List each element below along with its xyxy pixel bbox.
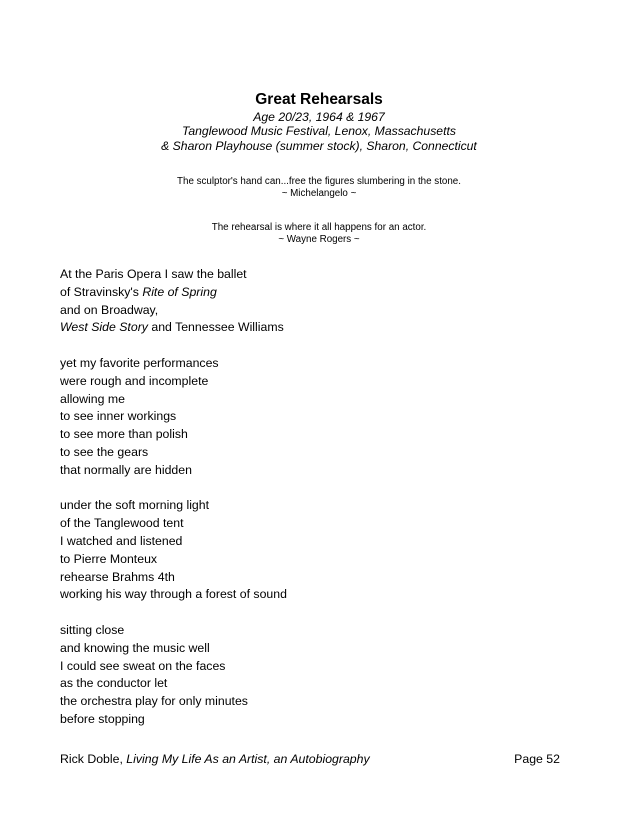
stanza-break bbox=[60, 604, 287, 622]
poem-text: and Tennessee Williams bbox=[147, 320, 284, 335]
poem-line: At the Paris Opera I saw the ballet bbox=[60, 267, 247, 281]
poem-line: to Pierre Monteux bbox=[60, 551, 158, 566]
poem-line: yet my favorite performances bbox=[60, 355, 219, 370]
footer-author: Rick Doble, bbox=[60, 752, 127, 766]
poem-line: that normally are hidden bbox=[60, 462, 192, 477]
stanza-break bbox=[60, 480, 287, 498]
poem-line: sitting close bbox=[60, 622, 125, 637]
poem-body bbox=[60, 266, 287, 729]
poem-line: under the soft morning light bbox=[60, 498, 210, 513]
epigraph-attribution-2: ~ Wayne Rogers ~ bbox=[278, 234, 360, 245]
footer-book-title: Living My Life As an Artist, an Autobiography bbox=[126, 752, 370, 766]
poem-line: to see more than polish bbox=[60, 427, 188, 442]
poem-line bbox=[60, 284, 287, 302]
poem-line: and on Broadway, bbox=[60, 302, 159, 317]
subtitle-age: Age 20/23, 1964 & 1967 bbox=[253, 110, 385, 124]
poem-line: working his way through a forest of sound bbox=[60, 587, 287, 602]
work-title-west-side-story: West Side Story bbox=[60, 320, 148, 335]
epigraph-attribution-1: ~ Michelangelo ~ bbox=[281, 188, 357, 199]
poem-line: to see the gears bbox=[60, 444, 149, 459]
poem-line bbox=[60, 319, 287, 337]
poem-line: as the conductor let bbox=[60, 676, 168, 691]
epigraph-quote-1: The sculptor's hand can...free the figures slumbering in the stone. bbox=[177, 176, 461, 187]
poem-line: were rough and incomplete bbox=[60, 373, 209, 388]
subtitle-sharon: & Sharon Playhouse (summer stock), Sharon, Connecticut bbox=[161, 139, 477, 153]
poem-line: rehearse Brahms 4th bbox=[60, 569, 175, 584]
footer-citation bbox=[60, 752, 370, 766]
epigraph-quote-2: The rehearsal is where it all happens for an actor. bbox=[211, 222, 427, 233]
page-number: Page 52 bbox=[514, 752, 560, 766]
poem-line: I could see sweat on the faces bbox=[60, 658, 226, 673]
subtitle-tanglewood: Tanglewood Music Festival, Lenox, Massachusetts bbox=[182, 124, 456, 138]
poem-line: to see inner workings bbox=[60, 409, 177, 424]
stanza-break bbox=[60, 337, 287, 355]
poem-line: allowing me bbox=[60, 391, 125, 406]
poem-line: before stopping bbox=[60, 711, 145, 726]
poem-text: of Stravinsky's bbox=[60, 284, 143, 299]
page-title: Great Rehearsals bbox=[255, 91, 383, 108]
poem-line: I watched and listened bbox=[60, 533, 183, 548]
poem-line: and knowing the music well bbox=[60, 640, 210, 655]
poem-line: the orchestra play for only minutes bbox=[60, 694, 248, 709]
poem-line: of the Tanglewood tent bbox=[60, 516, 184, 531]
work-title-rite-of-spring: Rite of Spring bbox=[142, 284, 217, 299]
